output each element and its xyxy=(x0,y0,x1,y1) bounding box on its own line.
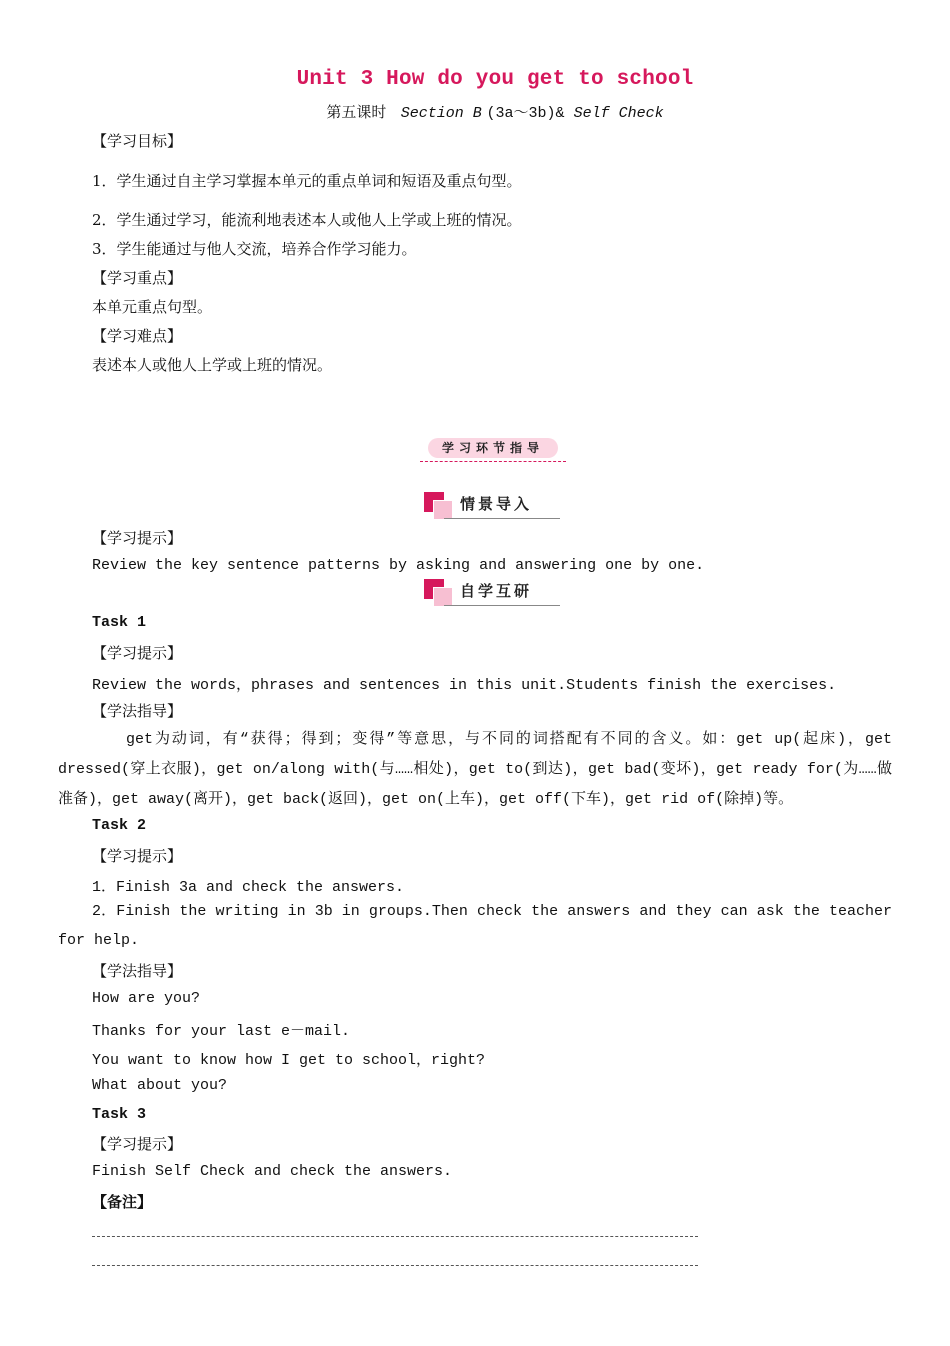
section-header-intro xyxy=(424,492,560,520)
section-name: Section B xyxy=(400,105,482,122)
notes-line-2 xyxy=(92,1265,698,1266)
task2-guide-line-3: You want to know how I get to school，right? xyxy=(92,1052,486,1069)
section-header-self-study xyxy=(424,579,560,607)
key-points-text: 本单元重点句型。 xyxy=(92,298,213,316)
task2-guide-line-1: How are you? xyxy=(92,990,201,1007)
objective-item-2: 2．学生通过学习，能流利地表述本人或他人上学或上班的情况。 xyxy=(92,211,522,229)
task1-label: Task 1 xyxy=(92,614,147,631)
task1-guide-text: get为动词，有“获得；得到；变得”等意思，与不同的词搭配有不同的含义。如：get up(起床)，get dressed(穿上衣服)，get on/along with(与……相处)，get to(到达)，get bad(变坏)，get ready for(为……做准备)，get away(离开)，get back(返回)，get on(上车)，get off(下车)，get rid of(除掉)等。 xyxy=(58,731,892,808)
banner-underline xyxy=(420,461,566,462)
intro-tip-text: Review the key sentence patterns by asking and answering one by one. xyxy=(92,557,705,574)
task2-label: Task 2 xyxy=(92,817,147,834)
task3-tip-heading: 【学习提示】 xyxy=(92,1135,183,1153)
task2-tip-2-paragraph xyxy=(58,897,892,955)
difficulties-text: 表述本人或他人上学或上班的情况。 xyxy=(92,356,333,374)
page-title: Unit 3 How do you get to school xyxy=(296,68,694,91)
task3-tip-text: Finish Self Check and check the answers. xyxy=(92,1163,453,1180)
objective-item-1: 1．学生通过自主学习掌握本单元的重点单词和短语及重点句型。 xyxy=(92,172,522,190)
notes-line-1 xyxy=(92,1236,698,1237)
notes-heading: 【备注】 xyxy=(92,1193,153,1211)
section-label-self-study: 自学互研 xyxy=(460,582,533,600)
task1-guide-paragraph xyxy=(58,724,892,814)
section-marker-icon-inner xyxy=(433,500,453,520)
section-range: (3a～3b)& xyxy=(486,105,574,122)
key-points-heading: 【学习重点】 xyxy=(92,269,183,287)
objective-item-3: 3．学生能通过与他人交流，培养合作学习能力。 xyxy=(92,240,417,258)
task2-guide-heading: 【学法指导】 xyxy=(92,962,183,980)
task2-tip-heading: 【学习提示】 xyxy=(92,847,183,865)
task3-label: Task 3 xyxy=(92,1106,147,1123)
self-check-label: Self Check xyxy=(573,105,664,122)
lesson-subtitle xyxy=(0,101,950,122)
section-underline xyxy=(444,518,560,519)
task2-guide-line-4: What about you? xyxy=(92,1077,228,1094)
intro-tip-heading: 【学习提示】 xyxy=(92,529,183,547)
lesson-number: 第五课时 xyxy=(326,103,387,121)
task2-tip-2: 2．Finish the writing in 3b in groups.Then check the answers and they can ask the teacher for help. xyxy=(58,903,892,949)
banner-label: 学习环节指导 xyxy=(441,441,544,455)
section-underline xyxy=(444,605,560,606)
difficulties-heading: 【学习难点】 xyxy=(92,327,183,345)
learning-guide-banner xyxy=(420,436,566,464)
section-label-intro: 情景导入 xyxy=(460,495,533,513)
task2-tip-1: 1．Finish 3a and check the answers. xyxy=(92,879,405,896)
objectives-heading: 【学习目标】 xyxy=(92,132,183,150)
task1-tip-heading: 【学习提示】 xyxy=(92,644,183,662)
task1-tip-text: Review the words，phrases and sentences in this unit.Students finish the exercises. xyxy=(92,677,837,694)
task2-guide-line-2: Thanks for your last e－mail. xyxy=(92,1023,351,1040)
section-marker-icon-inner xyxy=(433,587,453,607)
task1-guide-heading: 【学法指导】 xyxy=(92,702,183,720)
